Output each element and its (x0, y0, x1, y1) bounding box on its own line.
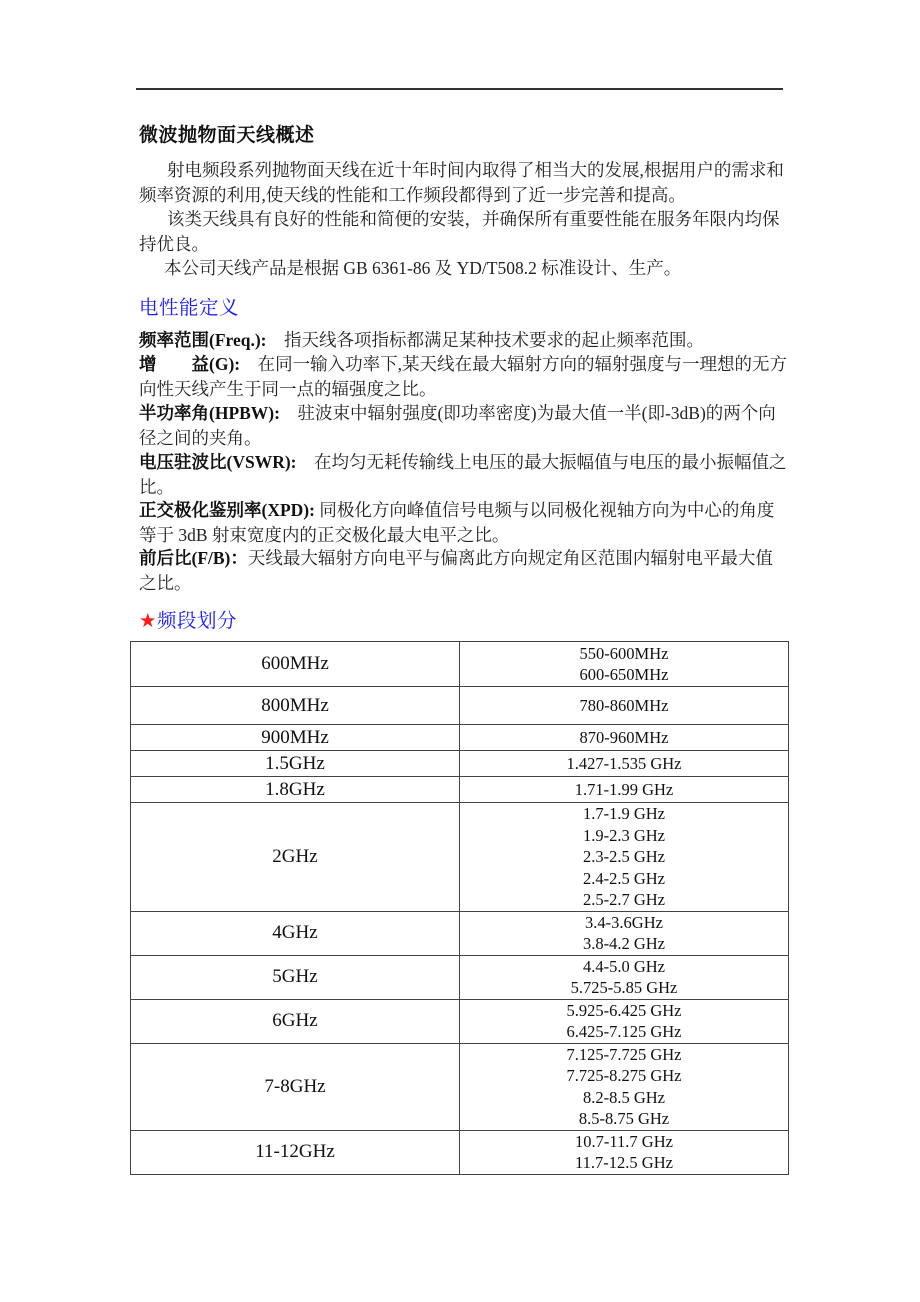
table-row (131, 803, 789, 912)
range-value: 5.725-5.85 GHz (570, 978, 678, 997)
range-value: 8.2-8.5 GHz (582, 1087, 666, 1107)
range-value: 550-600MHz (579, 643, 669, 663)
ranges-cell (460, 1043, 789, 1130)
band-cell: 6GHz (131, 999, 460, 1043)
star-icon: ★ (139, 609, 157, 632)
range-value: 4.4-5.0 GHz (582, 956, 666, 976)
ranges-cell (460, 725, 789, 751)
frequency-band-table (130, 641, 789, 1175)
band-cell: 11-12GHz (131, 1130, 460, 1174)
definition-hpbw (139, 401, 789, 450)
definition-vswr (139, 450, 789, 499)
table-row (131, 955, 789, 999)
range-value: 1.71-1.99 GHz (574, 779, 674, 799)
definition-text: 同极化方向峰值信号电频与以同极化视轴方向为中心的角度等于 3dB 射束宽度内的正交极化最大电平之比。 (139, 500, 775, 545)
band-cell: 1.8GHz (131, 777, 460, 803)
band-cell: 1.5GHz (131, 751, 460, 777)
header-rule (136, 88, 783, 90)
definition-fb (139, 546, 789, 595)
section-heading-bands (139, 605, 237, 633)
table-row (131, 911, 789, 955)
range-value: 1.9-2.3 GHz (582, 825, 666, 845)
range-value: 3.8-4.2 GHz (582, 934, 666, 953)
range-value: 2.4-2.5 GHz (582, 868, 666, 888)
range-value: 5.925-6.425 GHz (566, 1000, 682, 1020)
band-cell: 5GHz (131, 955, 460, 999)
section-heading-bands-label: 频段划分 (156, 609, 237, 632)
ranges-cell (460, 687, 789, 725)
table-row (131, 1043, 789, 1130)
ranges-cell (460, 999, 789, 1043)
ranges-cell (460, 1130, 789, 1174)
definition-term: 正交极化鉴别率(XPD): (139, 500, 315, 520)
intro-paragraph-3: 本公司天线产品是根据 GB 6361-86 及 YD/T508.2 标准设计、生产。 (164, 258, 682, 278)
range-value: 780-860MHz (579, 695, 669, 715)
range-value: 2.3-2.5 GHz (582, 847, 666, 866)
definition-text: 指天线各项指标都满足某种技术要求的起止频率范围。 (266, 330, 704, 350)
band-cell: 2GHz (131, 803, 460, 912)
ranges-cell (460, 642, 789, 687)
range-value: 2.5-2.7 GHz (582, 890, 666, 909)
range-value: 1.7-1.9 GHz (582, 804, 666, 823)
table-row (131, 687, 789, 725)
page-title: 微波抛物面天线概述 (139, 124, 315, 146)
band-cell: 800MHz (131, 687, 460, 725)
range-value: 8.5-8.75 GHz (578, 1109, 670, 1128)
definition-xpd (139, 498, 789, 547)
section-heading-electrical: 电性能定义 (139, 296, 240, 319)
range-value: 3.4-3.6GHz (585, 912, 663, 932)
intro-paragraph-2: 该类天线具有良好的性能和简便的安装，并确保所有重要性能在服务年限内均保持优良。 (139, 209, 780, 254)
band-cell: 900MHz (131, 725, 460, 751)
band-cell: 600MHz (131, 642, 460, 687)
definition-term: 电压驻波比(VSWR): (139, 452, 297, 472)
ranges-cell (460, 911, 789, 955)
definition-term: 增 益(G): (139, 354, 241, 374)
definition-term: 半功率角(HPBW): (139, 403, 280, 423)
range-value: 870-960MHz (579, 727, 669, 747)
band-cell: 4GHz (131, 911, 460, 955)
table-row (131, 751, 789, 777)
definition-text: 在同一输入功率下,某天线在最大辐射方向的辐射强度与一理想的无方向性天线产生于同一点的辐强度之比。 (139, 354, 787, 399)
definition-freq (139, 328, 789, 353)
table-row (131, 642, 789, 687)
range-value: 10.7-11.7 GHz (575, 1131, 673, 1151)
range-value: 1.427-1.535 GHz (566, 753, 682, 773)
table-row (131, 999, 789, 1043)
range-value: 11.7-12.5 GHz (575, 1153, 673, 1172)
definition-gain (139, 352, 789, 401)
ranges-cell (460, 777, 789, 803)
range-value: 7.125-7.725 GHz (566, 1044, 682, 1064)
table-row (131, 1130, 789, 1174)
range-value: 7.725-8.275 GHz (566, 1066, 682, 1085)
range-value: 6.425-7.125 GHz (566, 1022, 682, 1041)
range-value: 600-650MHz (579, 665, 669, 684)
definition-text: 驻波束中辐射强度(即功率密度)为最大值一半(即-3dB)的两个向径之间的夹角。 (139, 403, 776, 448)
table-row (131, 725, 789, 751)
definition-text: 在均匀无耗传输线上电压的最大振幅值与电压的最小振幅值之比。 (139, 452, 787, 497)
definition-term: 前后比(F/B)： (139, 548, 248, 568)
ranges-cell (460, 751, 789, 777)
definition-text: 天线最大辐射方向电平与偏离此方向规定角区范围内辐射电平最大值之比。 (139, 548, 773, 593)
ranges-cell (460, 803, 789, 912)
band-cell: 7-8GHz (131, 1043, 460, 1130)
table-row (131, 777, 789, 803)
intro-paragraph-1: 射电频段系列抛物面天线在近十年时间内取得了相当大的发展,根据用户的需求和频率资源的利用,使天线的性能和工作频段都得到了近一步完善和提高。 (139, 160, 784, 205)
definition-term: 频率范围(Freq.): (139, 330, 267, 350)
ranges-cell (460, 955, 789, 999)
